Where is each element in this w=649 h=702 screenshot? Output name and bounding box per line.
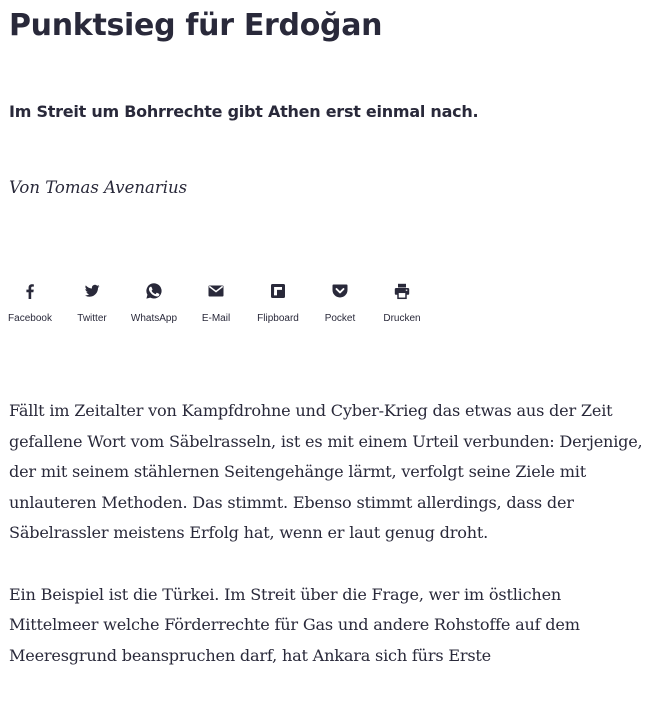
twitter-icon bbox=[83, 282, 101, 300]
share-flipboard-button[interactable] bbox=[248, 280, 308, 328]
share-twitter-label: Twitter bbox=[77, 313, 107, 324]
share-print-button[interactable] bbox=[372, 280, 432, 328]
facebook-icon bbox=[21, 282, 39, 300]
share-facebook-button[interactable] bbox=[0, 280, 60, 328]
article-body bbox=[9, 396, 649, 702]
share-pocket-button[interactable] bbox=[310, 280, 370, 328]
share-bar bbox=[9, 280, 449, 330]
share-pocket-label: Pocket bbox=[324, 313, 356, 324]
share-print-label: Drucken bbox=[383, 313, 421, 324]
share-facebook-label: Facebook bbox=[8, 313, 52, 324]
article-paragraph: Fällt im Zeitalter von Kampfdrohne und Cyber-Krieg das etwas aus der Zeit gefallene Wort vom Säbelrasseln, ist es mit einem Urteil verbunden: Derjenige, der mit seinem stählernen Seitengehänge lärmt, verfolgt seine Ziele mit unlauteren Methoden. Das stimmt. Ebenso stimmt allerdings, dass der Säbelrassler meistens Erfolg hat, wenn er laut genug droht. bbox=[9, 401, 643, 542]
pocket-icon bbox=[331, 282, 349, 300]
share-flipboard-label: Flipboard bbox=[257, 313, 299, 324]
mail-icon bbox=[207, 282, 225, 300]
article-byline: Von Tomas Avenarius bbox=[9, 178, 188, 197]
flipboard-icon bbox=[269, 282, 287, 300]
whatsapp-icon bbox=[145, 282, 163, 300]
article-teaser: Im Streit um Bohrrechte gibt Athen erst einmal nach. bbox=[9, 102, 479, 121]
share-whatsapp-label: WhatsApp bbox=[130, 313, 178, 324]
share-email-label: E-Mail bbox=[201, 313, 231, 324]
share-email-button[interactable] bbox=[186, 280, 246, 328]
printer-icon bbox=[393, 282, 411, 300]
article-headline: Punktsieg für Erdoğan bbox=[9, 8, 383, 43]
share-twitter-button[interactable] bbox=[62, 280, 122, 328]
share-whatsapp-button[interactable] bbox=[124, 280, 184, 328]
article-paragraph: Ein Beispiel ist die Türkei. Im Streit über die Frage, wer im östlichen Mittelmeer welche Förderrechte für Gas und andere Rohstoffe auf dem Meeresgrund beanspruchen darf, hat Ankara sich fürs Erste bbox=[9, 584, 580, 665]
